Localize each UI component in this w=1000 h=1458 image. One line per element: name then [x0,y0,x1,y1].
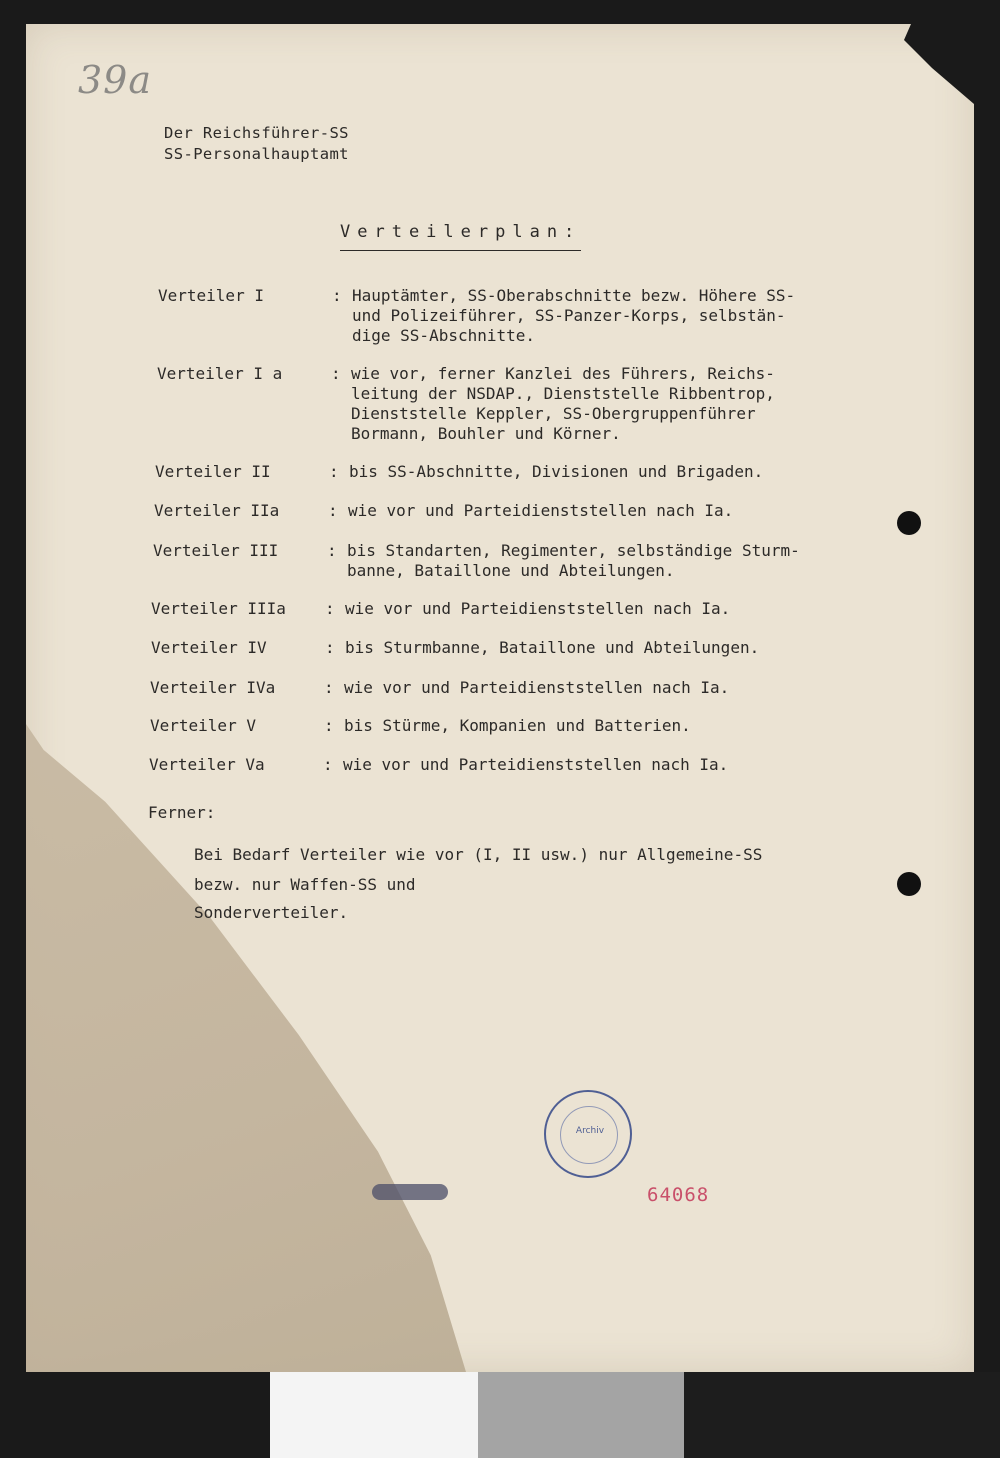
entry-text-line: Dienststelle Keppler, SS-Obergruppenführer [351,404,756,423]
entry-text-line: bis Sturmbanne, Bataillone und Abteilungen. [345,638,760,657]
calibration-patch-gray [478,1372,684,1458]
entry-separator: : [325,638,335,657]
entry-text-line: wie vor und Parteidienststellen nach Ia. [348,501,734,520]
folded-flap [26,724,466,1372]
entry-text-line: banne, Bataillone und Abteilungen. [347,561,675,580]
entry-separator: : [332,286,342,305]
distribution-entry [155,462,915,482]
entry-text [343,755,728,775]
entry-separator: : [324,678,334,697]
entry-text [344,678,729,698]
entry-text-line: bis Stürme, Kompanien und Batterien. [344,716,691,735]
entry-text-line: dige SS-Abschnitte. [352,326,536,345]
entry-text-line: bis SS-Abschnitte, Divisionen und Brigaden. [349,462,764,481]
distribution-entry [158,286,918,346]
punch-hole-icon [897,872,921,896]
archive-number: 64068 [647,1184,710,1206]
entry-separator: : [327,541,337,560]
entry-separator: : [329,462,339,481]
entry-label: Verteiler IIIa [151,599,286,618]
distribution-entry [154,501,914,521]
ferner-line: Bei Bedarf Verteiler wie vor (I, II usw.) nur Allgemeine-SS [194,845,763,864]
entry-label: Verteiler I a [157,364,283,383]
entry-label: Verteiler IVa [150,678,276,697]
entry-label: Verteiler V [150,716,256,735]
entry-text [345,599,730,619]
entry-separator: : [325,599,335,618]
entry-label: Verteiler I [158,286,264,305]
entry-separator: : [323,755,333,774]
entry-text-line: wie vor und Parteidienststellen nach Ia. [345,599,731,618]
entry-text [349,462,763,482]
entry-text-line: Hauptämter, SS-Oberabschnitte bezw. Höhere SS- [352,286,796,305]
entry-label: Verteiler Va [149,755,265,774]
distribution-entry [150,716,910,736]
distribution-entry [149,755,909,775]
entry-label: Verteiler IV [151,638,267,657]
entry-label: Verteiler II [155,462,271,481]
entry-text-line: wie vor, ferner Kanzlei des Führers, Reichs- [351,364,775,383]
entry-text [348,501,733,521]
entry-text [352,286,795,346]
entry-text [347,541,800,581]
ink-smudge [372,1184,448,1200]
entry-text-line: und Polizeiführer, SS-Panzer-Korps, selbstän- [352,306,786,325]
entry-label: Verteiler IIa [154,501,280,520]
ferner-line: Sonderverteiler. [194,903,349,922]
handwritten-folio-number: 39a [78,58,153,102]
entry-text-line: wie vor und Parteidienststellen nach Ia. [344,678,730,697]
distribution-entry [153,541,913,581]
entry-separator: : [328,501,338,520]
entry-text-line: Bormann, Bouhler und Körner. [351,424,621,443]
entry-text [351,364,775,444]
entry-text [345,638,759,658]
torn-corner [904,24,974,104]
ferner-line: bezw. nur Waffen-SS und [194,875,416,894]
entry-text-line: leitung der NSDAP., Dienststelle Ribbentrop, [351,384,775,403]
archive-stamp [544,1090,632,1178]
entry-label: Verteiler III [153,541,279,560]
entry-text [344,716,691,736]
entry-separator: : [324,716,334,735]
calibration-patch-white [270,1372,478,1458]
distribution-entry [150,678,910,698]
sender-line-2: SS-Personalhauptamt [164,145,349,163]
document-title: Verteilerplan: [340,222,581,251]
sender-line-1: Der Reichsführer-SS [164,124,349,142]
entry-separator: : [331,364,341,383]
distribution-entry [151,638,911,658]
ferner-label: Ferner: [148,803,216,822]
entry-text-line: bis Standarten, Regimenter, selbständige Sturm- [347,541,800,560]
distribution-entry [157,364,917,444]
entry-text-line: wie vor und Parteidienststellen nach Ia. [343,755,729,774]
distribution-entry [151,599,911,619]
calibration-patch-black [684,1372,1000,1458]
stamp-text: Archiv [575,1126,605,1136]
